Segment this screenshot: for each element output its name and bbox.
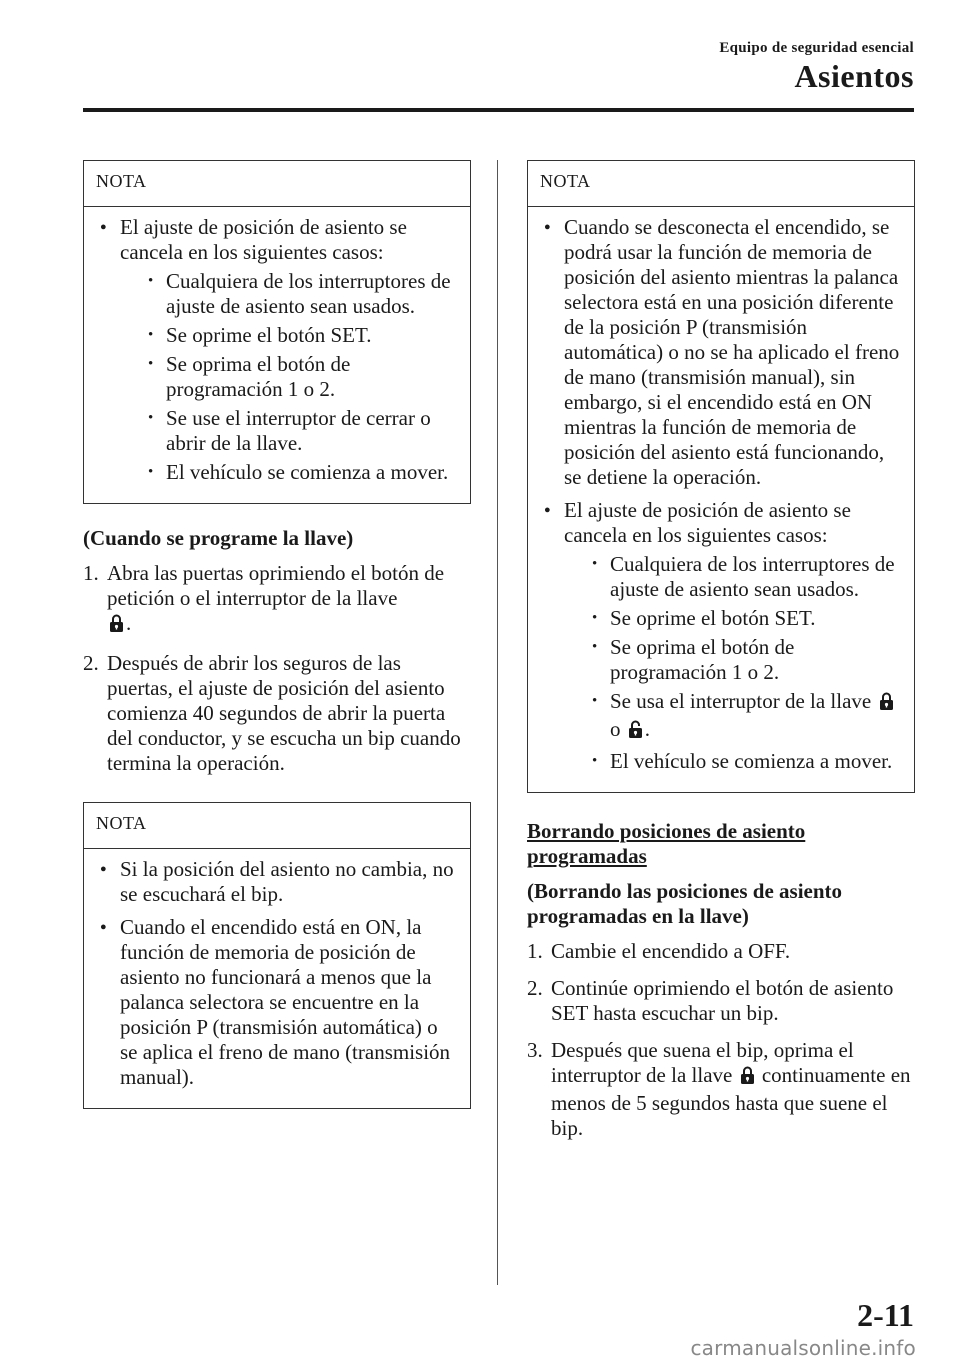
note-bullet: ● El ajuste de posición de asiento se cancela en los siguientes casos: • Cualquiera de los interruptores de ajuste de asiento sean usados. • Se oprime el botón SET. • Se oprima el botón de programación 1 o 2. • Se use el interruptor de cerrar o abrir de la llave. • El vehículo se comienza a mover. bbox=[96, 215, 458, 485]
note-sub-item: • El vehículo se comienza a mover. bbox=[564, 749, 902, 774]
column-divider bbox=[497, 160, 498, 1285]
note-sub-item: • Se oprime el botón SET. bbox=[120, 323, 458, 348]
note-box bbox=[83, 160, 471, 504]
section-label: Equipo de seguridad esencial bbox=[719, 40, 914, 56]
note-bullet: ● Si la posición del asiento no cambia, no se escuchará el bip. bbox=[96, 857, 458, 907]
step-number: 1. bbox=[83, 561, 99, 585]
note-sub-item: • Se oprima el botón de programación 1 o 2. bbox=[564, 635, 902, 685]
unlock-icon bbox=[628, 719, 643, 745]
lock-icon bbox=[740, 1065, 755, 1091]
note-box bbox=[83, 802, 471, 1109]
note-box bbox=[527, 160, 915, 793]
note-sub-item: • Se oprime el botón SET. bbox=[564, 606, 902, 631]
step: 3. Después que suena el bip, oprima el interruptor de la llave continuamente en menos de 5 segundos hasta que suene el bip. bbox=[527, 1038, 911, 1140]
note-sub-item: • Cualquiera de los interruptores de ajuste de asiento sean usados. bbox=[564, 552, 902, 602]
note-sub-item: • El vehículo se comienza a mover. bbox=[120, 460, 458, 485]
note-label: NOTA bbox=[84, 161, 470, 207]
note-bullet: ● Cuando se desconecta el encendido, se podrá usar la función de memoria de posición del asiento mientras la palanca selectora está en una posición diferente de la posición P (transmisión automática) o no se ha aplicado el freno de mano (transmisión manual), sin embargo, si el encendido está en ON mientras la función de memoria de posición del asiento está funcionando, se detiene la operación. bbox=[540, 215, 902, 490]
note-sub-item: • Se usa el interruptor de la llave o . bbox=[564, 689, 902, 745]
step-number: 2. bbox=[83, 651, 99, 675]
note-bullet: ● El ajuste de posición de asiento se cancela en los siguientes casos: • Cualquiera de los interruptores de ajuste de asiento sean usados. • Se oprime el botón SET. • Se oprima el botón de programación 1 o 2. • Se usa el interruptor de la llave o . • El vehículo se comienza a mover. bbox=[540, 498, 902, 774]
step: 1. Abra las puertas oprimiendo el botón de petición o el interruptor de la llave . bbox=[83, 561, 471, 639]
page-number: 2-11 bbox=[857, 1297, 914, 1333]
step-number: 3. bbox=[527, 1038, 543, 1062]
step-number: 1. bbox=[527, 939, 543, 963]
subheading: (Cuando se programe la llave) bbox=[83, 526, 354, 550]
header-rule bbox=[83, 108, 914, 112]
page-title: Asientos bbox=[794, 58, 914, 94]
lock-icon bbox=[879, 691, 894, 717]
step: 2. Después de abrir los seguros de las puertas, el ajuste de posición del asiento comienza 40 segundos de abrir la puerta del conductor, y se escucha un bip cuando termina la operación. bbox=[83, 651, 461, 775]
watermark: carmanualsonline.info bbox=[690, 1336, 916, 1360]
note-sub-item: • Se use el interruptor de cerrar o abrir de la llave. bbox=[120, 406, 458, 456]
note-label: NOTA bbox=[84, 803, 470, 849]
step: 1. Cambie el encendido a OFF. bbox=[527, 939, 791, 963]
left-column bbox=[83, 160, 471, 1131]
right-column bbox=[527, 160, 915, 1153]
lock-icon bbox=[109, 613, 124, 639]
note-sub-item: • Se oprima el botón de programación 1 o 2. bbox=[120, 352, 458, 402]
note-sub-item: • Cualquiera de los interruptores de ajuste de asiento sean usados. bbox=[120, 269, 458, 319]
subheading: (Borrando las posiciones de asiento programadas en la llave) bbox=[527, 879, 843, 928]
note-bullet: ● Cuando el encendido está en ON, la función de memoria de posición de asiento no funcionará a menos que la palanca selectora se encuentre en la posición P (transmisión automática) o se aplica el freno de mano (transmisión manual). bbox=[96, 915, 458, 1090]
note-label: NOTA bbox=[528, 161, 914, 207]
section-heading: Borrando posiciones de asiento programadas bbox=[527, 819, 806, 868]
step-number: 2. bbox=[527, 976, 543, 1000]
step: 2. Continúe oprimiendo el botón de asiento SET hasta escuchar un bip. bbox=[527, 976, 894, 1025]
